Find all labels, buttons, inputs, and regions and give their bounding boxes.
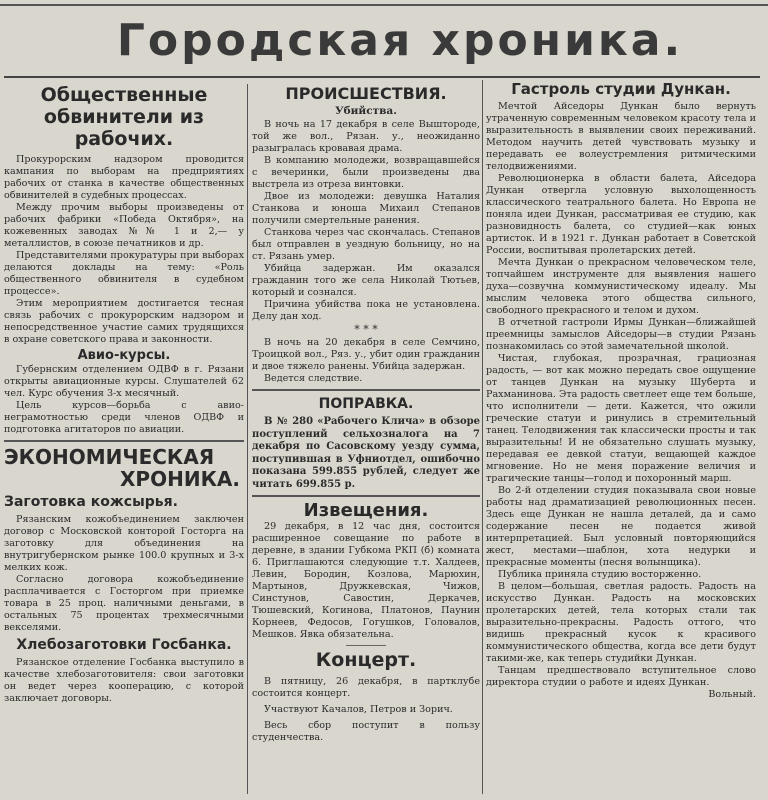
column-divider-2 bbox=[482, 80, 483, 794]
author-signature: Вольный. bbox=[708, 689, 756, 700]
paragraph: Двое из молодежи: девушка Наталия Станкова и юноша Михаил Степанов получили смертельные ранения. bbox=[252, 191, 480, 226]
short-rule bbox=[346, 645, 386, 646]
paragraph: Станкова через час скончалась. Степанов был отправлен в уездную больницу, но на ст. Рязань умер. bbox=[252, 227, 480, 262]
paragraph: В компанию молодежи, возвращавшейся с вечеринки, были произведены два выстрела из отреза винтовки. bbox=[252, 155, 480, 190]
headline-popravka: ПОПРАВКА. bbox=[318, 396, 414, 412]
paragraph: Представителями прокуратуры при выборах делаются доклады на тему: «Роль общественного обвинителя в судебном процессе». bbox=[4, 250, 244, 297]
headline-kozhsyrie: Заготовка кожсырья. bbox=[4, 494, 178, 510]
paragraph: В целом—большая, светлая радость. Радость на искусство Дункан. Радость на московских пролетарских детей, тела которых стали так выразительно-прекрасны. Радость оттого, что видишь прекрасный кусок к красивого коммунистического общества, когда все дети будут такими-же, как теперь студийки Дункан. bbox=[486, 581, 756, 664]
headline-duncan: Гастроль студии Дункан. bbox=[511, 80, 731, 98]
paragraph: Публика приняла студию восторженно. bbox=[498, 569, 702, 580]
headline-izvescheniya: Извещения. bbox=[303, 500, 429, 521]
paragraph: Мечта Дункан о прекрасном человеческом теле, топчайшем инструменте для выявления нашего духа—созвучна коммунистическому идеалу. Мы мыслим человека этого общества сильного, свободного прекрасного и телом и духом. bbox=[486, 257, 756, 316]
section-rule bbox=[4, 440, 244, 442]
headline-koncert: Концерт. bbox=[315, 649, 417, 671]
column-1 bbox=[4, 84, 244, 800]
headline-proisshestviya: ПРОИСШЕСТВИЯ. bbox=[285, 84, 447, 103]
top-border bbox=[0, 4, 768, 6]
paragraph: В пятницу, 26 декабря, в партклубе состоится концерт. bbox=[252, 676, 480, 699]
section-title-econ-2: ХРОНИКА. bbox=[120, 467, 240, 491]
paragraph: Танцам предшествовало вступительное слово директора студии о работе и идеях Дункан. bbox=[486, 665, 756, 688]
paragraph: В ночь на 17 декабря в селе Выштороде, той же вол., Рязан. у., неожиданно разыгралась кровавая драма. bbox=[252, 119, 480, 154]
paragraph: Весь сбор поступит в пользу студенчества. bbox=[252, 720, 480, 743]
paragraph: Рязанским кожобъединением заключен договор с Московской конторой Госторга на заготовку для объединения на внутригубернском рынке 100.0 крупных и 3-х мелких кож. bbox=[4, 514, 244, 573]
paragraph: Ведется следствие. bbox=[264, 373, 363, 384]
paragraph: Цель курсов—борьба с авио-неграмотностью среди членов ОДВФ и подготовка агитаторов по авиации. bbox=[4, 400, 244, 435]
paragraph: Рязанское отделение Госбанка выступило в качестве хлебозаготовителя: свои заготовки он ведет через кооперацию, с которой заключает договоры. bbox=[4, 657, 244, 704]
paragraph: Во 2-й отделении студия показывала свои новые работы над драматизацией революционных песен. Здесь еще Дункан не нашла деталей, да и само содержание песен не подается живой интерпретацией. Был условный повторяющийся жест, местами—шаблон, хота недурки и прекрасные моменты (песня волынщика). bbox=[486, 485, 756, 568]
paragraph: Революционерка в области балета, Айседора Дункан отвергла условную выхолощенность классического театрального балета. Но Европа не поняла идеи Дункан, рассматривая ее студию, как разновидность балета, со студией—как юных артисток. И в 1921 г. Дункан работает в Советской России, воспитывая пролетарских детей. bbox=[486, 173, 756, 256]
paragraph: Согласно договора кожобъединение расплачивается с Госторгом при приемке товара в 25 проц. наличными деньгами, в остальных 75 процентах трехмесячными векселями. bbox=[4, 574, 244, 633]
section-rule bbox=[252, 495, 480, 497]
paragraph-popravka: В № 280 «Рабочего Клича» в обзоре поступлений сельхозналога на 7 декабря по Сасовскому уезду сумма, поступившая в Уфниотдел, ошибочно показана 599.855 рублей, следует же читать 699.855 р. bbox=[252, 416, 480, 490]
paragraph: Между прочим выборы произведены от рабочих фабрики «Победа Октября», на кожевенных заводах №№ 1 и 2,— у металлистов, в союзе печатников и др. bbox=[4, 202, 244, 249]
headline-avia: Авио-курсы. bbox=[77, 348, 171, 363]
subhead-ubiystva: Убийства. bbox=[335, 105, 397, 117]
paragraph: 29 декабря, в 12 час дня, состоится расширенное совещание по работе в деревне, в здании Губкома РКП (б) комната 6. Приглашаются следующие т.т. Халдеев, Левин, Бородин, Козлова, Марюхин, Мартынов, Дружкевская, Чижов, Синстунов, Савостин, Деркачев, Тюшевский, Когинова, Платонов, Паунин Корнеев, Федосов, Гогушков, Головалов, Мешков. Явка обязательна. bbox=[252, 521, 480, 640]
paragraph: В ночь на 20 декабря в селе Семчино, Троицкой вол., Ряз. у., убит один гражданин и двое тяжело ранены. Убийца задержан. bbox=[252, 337, 480, 372]
paragraph: Мечтой Айседоры Дункан было вернуть утраченную современным человеком красоту тела и выразительность в выявлении своих переживаний. Методом научить детей чувствовать музыку и передавать ее волеустремления ритмическими телодвижениями. bbox=[486, 101, 756, 172]
paragraph: Чистая, глубокая, прозрачная, грациозная радость, — вот как можно передать свое ощущение от танцев Дункан на музыку Шуберта и Рахманинова. Эта радость светлеет еще тем больше, что исполнители — дети. Кажется, что ожили греческие статуи и ринулись в стремительный танец. Телодвижения так классически просты и так выразительны! И не обязательно слушать музыку, передавая ее девкой статуи, вещающей каждое мгновение. Но не меня поражение величия и трагические танцы—голод и похоронный марш. bbox=[486, 353, 756, 484]
column-2 bbox=[252, 84, 480, 800]
headline-hleb: Хлебозаготовки Госбанка. bbox=[16, 637, 232, 653]
headline-obviniteli: Общественные обвинители из рабочих. bbox=[40, 84, 208, 150]
paragraph: Прокурорским надзором проводится кампания по выборам на предприятиях рабочих от станка в качестве общественных обвинителей в судебных процессах. bbox=[4, 154, 244, 201]
paragraph: Этим мероприятием достигается тесная связь рабочих с прокурорским надзором и непосредственное участие самих трудящихся в охране советского права и законности. bbox=[4, 298, 244, 345]
paragraph: Губернским отделением ОДВФ в г. Рязани открыты авиационные курсы. Слушателей 62 чел. Курс обучения 3-х месячный. bbox=[4, 364, 244, 399]
masthead-rule bbox=[4, 76, 760, 78]
column-divider-1 bbox=[247, 84, 248, 794]
paragraph: Причина убийства пока не установлена. Делу дан ход. bbox=[252, 299, 480, 322]
masthead: Городская хроника. bbox=[116, 15, 684, 66]
section-title-econ-1: ЭКОНОМИЧЕСКАЯ bbox=[4, 445, 215, 469]
section-rule bbox=[252, 389, 480, 391]
separator-stars: * * * bbox=[354, 323, 378, 336]
paragraph: Участвуют Качалов, Петров и Зорич. bbox=[264, 704, 453, 715]
paragraph: В отчетной гастроли Ирмы Дункан—ближайшей преемницы замыслов Айседоры—в студии Рязань познакомилась со этой замечательной школой. bbox=[486, 317, 756, 352]
column-3 bbox=[486, 80, 756, 800]
paragraph: Убийца задержан. Им оказался гражданин того же села Николай Тютьев, который и сознался. bbox=[252, 263, 480, 298]
